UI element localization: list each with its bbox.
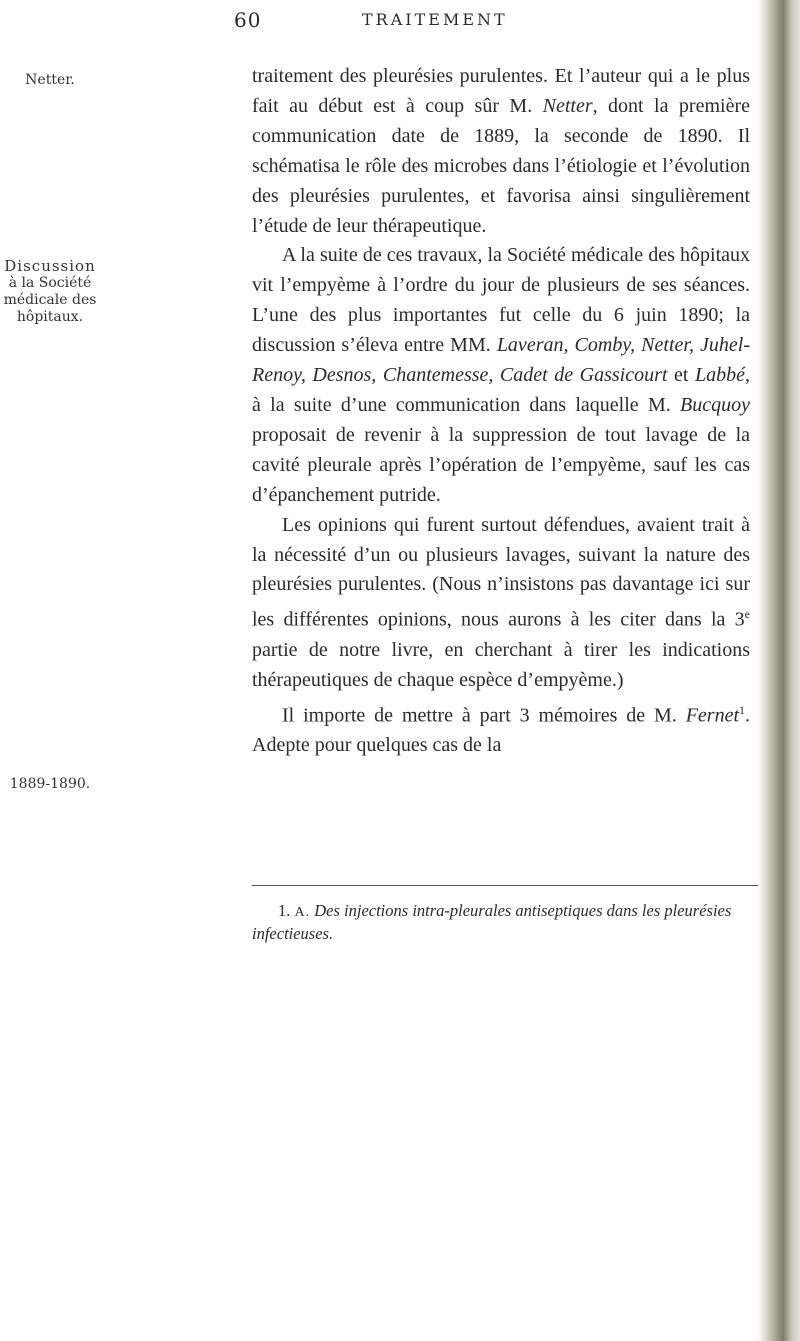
page-number: 60 bbox=[234, 8, 262, 32]
margin-note-netter: Netter. bbox=[25, 72, 75, 88]
running-title: TRAITEMENT bbox=[362, 10, 508, 29]
page-header bbox=[0, 8, 760, 48]
footnote-number: 1. bbox=[278, 901, 291, 920]
paragraph-2: A la suite de ces travaux, la Société médicale des hôpitaux vit l’empyème à l’ordre du jour de plusieurs de ses séances. L’une des plus importantes fut celle du 6 juin 1890; la discussion s’éleva entre MM. Laveran, Comby, Netter, Juhel-Renoy, Desnos, Chantemesse, Cadet de Gassicourt et Labbé, à la suite d’une communication dans laquelle M. Bucquoy proposait de revenir à la suppression de tout lavage de la cavité pleurale après l’opération de l’empyème, sauf les cas d’épanchement putride. bbox=[252, 244, 750, 506]
margin-note-discussion-line4: hôpitaux. bbox=[16, 309, 84, 325]
footnote-letter: A. bbox=[294, 905, 311, 920]
body-text bbox=[252, 62, 750, 761]
margin-note-discussion-line3: médicale des bbox=[3, 292, 97, 308]
paragraph-3: Les opinions qui furent surtout défendues, avaient trait à la nécessité d’un ou plusieurs lavages, suivant la nature des pleurésies purulentes. (Nous n’insistons pas davantage ici sur les différentes opinions, nous aurons à les citer dans la 3e partie de notre livre, en cherchant à tirer les indications thérapeutiques de chaque espèce d’empyème.) bbox=[252, 513, 750, 691]
author-fernet: Fernet bbox=[685, 704, 739, 727]
margin-note-discussion bbox=[0, 258, 100, 326]
footnote-ref: 1 bbox=[739, 702, 745, 717]
footnote-rule bbox=[252, 885, 772, 886]
paragraph-1: traitement des pleurésies purulentes. Et l’auteur qui a le plus fait au début est à coup sûr M. Netter, dont la première communication date de 1889, la seconde de 1890. Il schématisa le rôle des microbes dans l’étiologie et l’évolution des pleurésies purulentes, et favorisa ainsi singulièrement l’étude de leur thérapeutique. bbox=[252, 65, 750, 237]
author-netter: Netter bbox=[542, 94, 593, 117]
margin-note-discussion-line2: à la Société bbox=[8, 275, 92, 291]
margin-note-years: 1889-1890. bbox=[9, 776, 91, 792]
margin-note-discussion-line1: Discussion bbox=[4, 257, 96, 275]
footnote-title: Des injections intra-pleurales antiseptiques dans les pleurésies infectieuses. bbox=[252, 901, 732, 943]
author-list: Laveran, Comby, Netter, Juhel-Renoy, Desnos, Chantemesse, Cadet de Gassicourt bbox=[252, 334, 750, 387]
author-labbe: Labbé bbox=[695, 364, 745, 387]
author-bucquoy: Bucquoy bbox=[680, 393, 750, 416]
footnote bbox=[252, 900, 762, 944]
page-edge-strip bbox=[758, 0, 800, 1341]
paragraph-4: Il importe de mettre à part 3 mémoires de M. Fernet$^1$. Adepte pour quelques cas de la bbox=[252, 702, 750, 757]
superscript-e: e bbox=[744, 607, 750, 622]
